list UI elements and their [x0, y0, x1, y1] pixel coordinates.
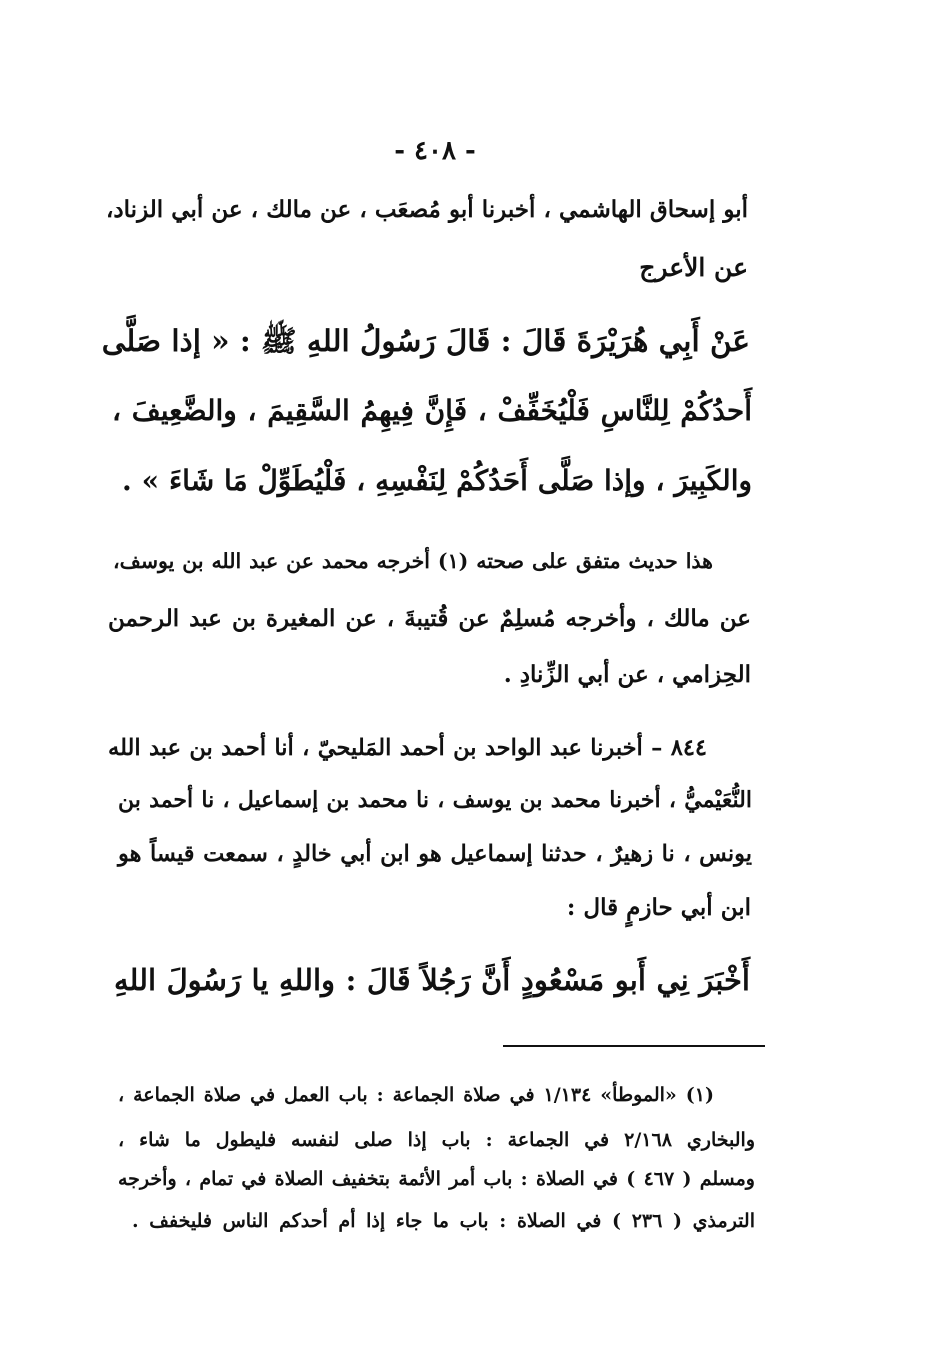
commentary-line-1: هذا حديث متفق على صحته (١) أخرجه محمد عن عبد الله بن يوسف، — [113, 549, 713, 573]
narration-2-line-3: يونس ، نا زهيرٌ ، حدثنا إسماعيل هو ابن أبي خالدٍ ، سمعت قيساً هو — [118, 841, 752, 867]
footnote-line-2: والبخاري ٢/١٦٨ في الجماعة : باب إذا صلى لنفسه فليطول ما شاء ، — [118, 1129, 756, 1151]
narration-1-line-2: عن الأعرج — [639, 253, 748, 282]
hadith-1-line-3: والكَبِيرَ ، وإذا صَلَّى أَحَدُكُمْ لِنَفْسِهِ ، فَلْيُطَوِّلْ مَا شَاءَ » . — [122, 464, 752, 497]
page-number: - ٤٠٨ - — [394, 136, 476, 166]
footnote-line-1: (١) «الموطأ» ١/١٣٤ في صلاة الجماعة : باب العمل في صلاة الجماعة ، — [118, 1084, 715, 1106]
commentary-line-2: عن مالك ، وأخرجه مُسلِمٌ عن قُتيبةَ ، عن المغيرة بن عبد الرحمن — [108, 605, 751, 632]
narration-2-line-4: ابن أبي حازمٍ قال : — [566, 894, 751, 921]
footnote-line-4: الترمذي ( ٢٣٦ ) في الصلاة : باب ما جاء إذا أم أحدكم الناس فليخفف . — [132, 1210, 755, 1232]
narration-2-line-2: النُّعَيْميُّ ، أخبرنا محمد بن يوسف ، نا محمد بن إسماعيل ، نا أحمد بن — [118, 787, 752, 813]
footnote-line-3: ومسلم ( ٤٦٧ ) في الصلاة : باب أمر الأئمة بتخفيف الصلاة في تمام ، وأخرجه — [118, 1168, 755, 1190]
footnote-separator — [503, 1045, 765, 1047]
narration-1-line-1: أبو إسحاق الهاشمي ، أخبرنا أبو مُصعَب ، عن مالك ، عن أبي الزناد، — [106, 196, 748, 223]
narration-2-line-1: ٨٤٤ – أخبرنا عبد الواحد بن أحمد المَليحيّ ، أنا أحمد بن عبد الله — [108, 735, 707, 761]
hadith-2-line-1: أَخْبَرَ نِي أَبو مَسْعُودٍ أَنَّ رَجُلاً قَالَ : واللهِ يا رَسُولَ اللهِ — [114, 963, 750, 997]
commentary-line-3: الحِزامي ، عن أبي الزِّنادِ . — [503, 661, 751, 688]
hadith-1-line-1: عَنْ أَبِي هُرَيْرَةَ قَالَ : قَالَ رَسُولُ اللهِ ﷺ : « إذا صَلَّى — [101, 323, 750, 358]
hadith-1-line-2: أَحدُكُمْ لِلنَّاسِ فَلْيُخَفِّفْ ، فَإِنَّ فِيهِمُ السَّقِيمَ ، والضَّعِيفَ ، — [112, 394, 752, 427]
